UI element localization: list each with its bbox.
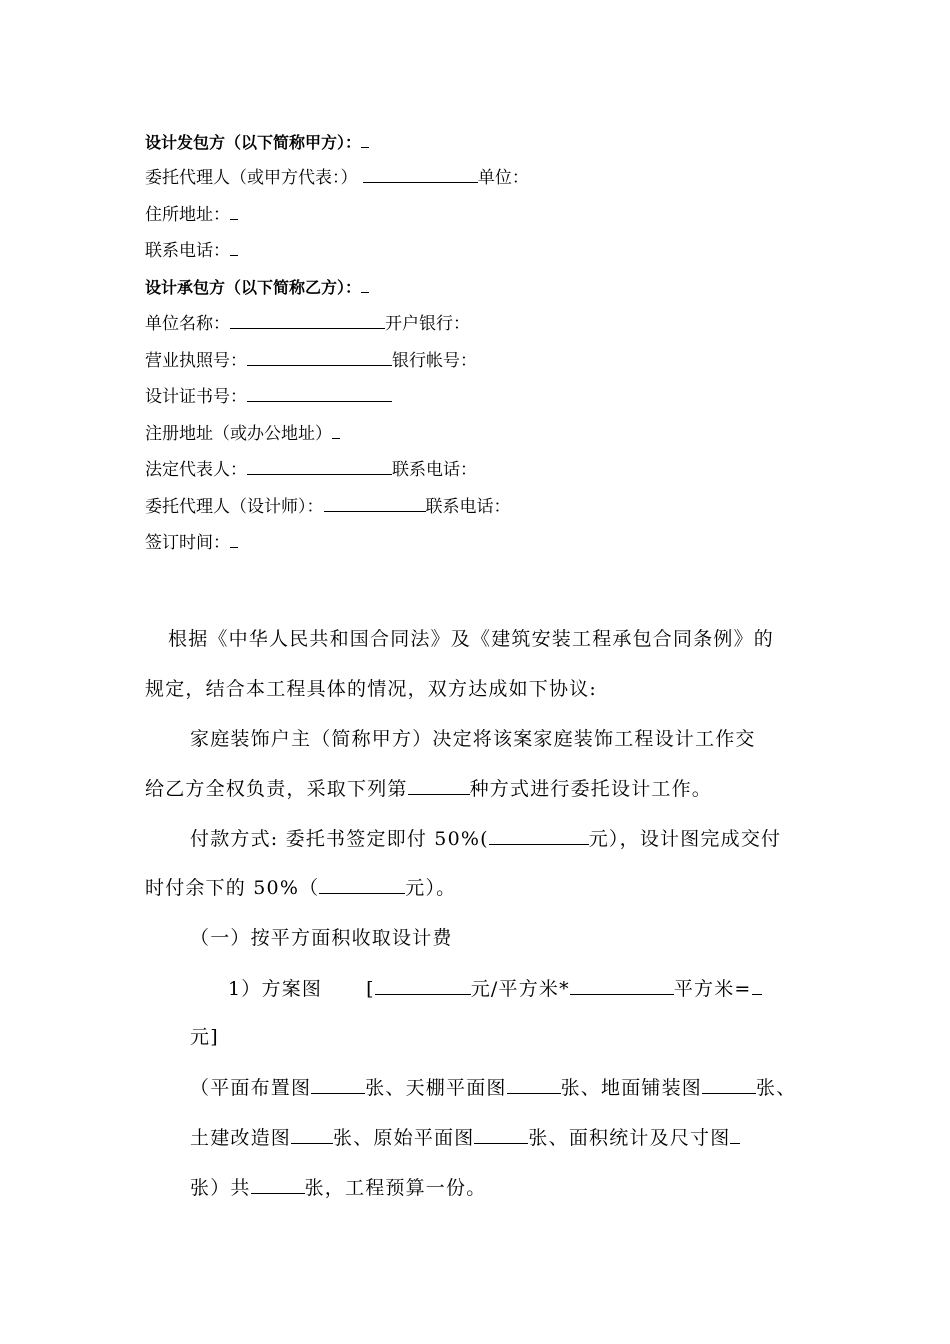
address-blank[interactable] — [230, 202, 238, 220]
legal-rep-blank[interactable] — [247, 457, 392, 475]
paragraph-1a: 根据《中华人民共和国合同法》及《建筑安装工程承包合同条例》的 — [168, 628, 775, 650]
party-a-address-line: 住所地址： — [145, 202, 238, 226]
item-1-line: 1）方案图 [ 元/平方米* 平方米= — [228, 977, 762, 1000]
cert-blank[interactable] — [247, 384, 392, 402]
paragraph-2a: 家庭装饰户主（简称甲方）决定将该案家庭装饰工程设计工作交 — [190, 728, 756, 750]
method-blank[interactable] — [408, 777, 470, 795]
floor-count-blank[interactable] — [702, 1076, 756, 1094]
license-blank[interactable] — [247, 348, 392, 366]
paragraph-3b: 时付余下的 50%（ 元）。 — [145, 877, 457, 899]
reg-address-blank[interactable] — [332, 421, 340, 439]
original-count-blank[interactable] — [474, 1126, 528, 1144]
unit-price-blank[interactable] — [375, 977, 471, 995]
area-blank[interactable] — [570, 977, 674, 995]
phone-blank[interactable] — [230, 238, 238, 256]
paragraph-3a: 付款方式: 委托书签定即付 50%( 元），设计图完成交付 — [190, 828, 782, 850]
section-1-heading: （一）按平方面积收取设计费 — [190, 927, 453, 949]
sign-time-blank[interactable] — [230, 530, 238, 548]
drawings-line-3: 张）共 张，工程预算一份。 — [190, 1177, 487, 1199]
party-b-cert-line: 设计证书号： — [145, 384, 392, 408]
party-b-heading: 设计承包方（以下简称乙方）： — [145, 275, 369, 299]
designer-blank[interactable] — [324, 494, 426, 512]
party-b-legal-rep-line: 法定代表人： 联系电话： — [145, 457, 477, 481]
ceiling-count-blank[interactable] — [507, 1076, 561, 1094]
party-a-agent-line: 委托代理人（或甲方代表：） 单位： — [145, 165, 529, 189]
party-b-designer-line: 委托代理人（设计师）： 联系电话： — [145, 494, 511, 518]
total-blank[interactable] — [752, 977, 762, 995]
layout-count-blank[interactable] — [311, 1076, 365, 1094]
drawings-line-1: （平面布置图 张、天棚平面图 张、地面铺装图 张、 — [190, 1077, 797, 1099]
paragraph-1b: 规定，结合本工程具体的情况，双方达成如下协议: — [145, 678, 598, 700]
final-payment-blank[interactable] — [319, 876, 405, 894]
blank[interactable] — [361, 130, 369, 148]
total-count-blank[interactable] — [251, 1176, 305, 1194]
party-b-reg-address-line: 注册地址（或办公地址） — [145, 421, 340, 445]
area-stat-count-blank[interactable] — [730, 1126, 740, 1144]
first-payment-blank[interactable] — [489, 827, 589, 845]
paragraph-2b: 给乙方全权负责，采取下列第 种方式进行委托设计工作。 — [145, 778, 713, 800]
party-b-unit-line: 单位名称： 开户银行： — [145, 311, 470, 335]
civil-count-blank[interactable] — [291, 1126, 333, 1144]
party-a-heading: 设计发包方（以下简称甲方）： — [145, 130, 369, 154]
unit-name-blank[interactable] — [230, 311, 385, 329]
party-b-license-line: 营业执照号： 银行帐号： — [145, 348, 477, 372]
drawings-line-2: 土建改造图 张、原始平面图 张、面积统计及尺寸图 — [190, 1126, 740, 1149]
party-b-sign-time-line: 签订时间： — [145, 530, 238, 554]
party-a-phone-line: 联系电话： — [145, 238, 238, 262]
agent-blank[interactable] — [363, 165, 478, 183]
item-1-end: 元] — [190, 1026, 219, 1048]
blank[interactable] — [361, 275, 369, 293]
